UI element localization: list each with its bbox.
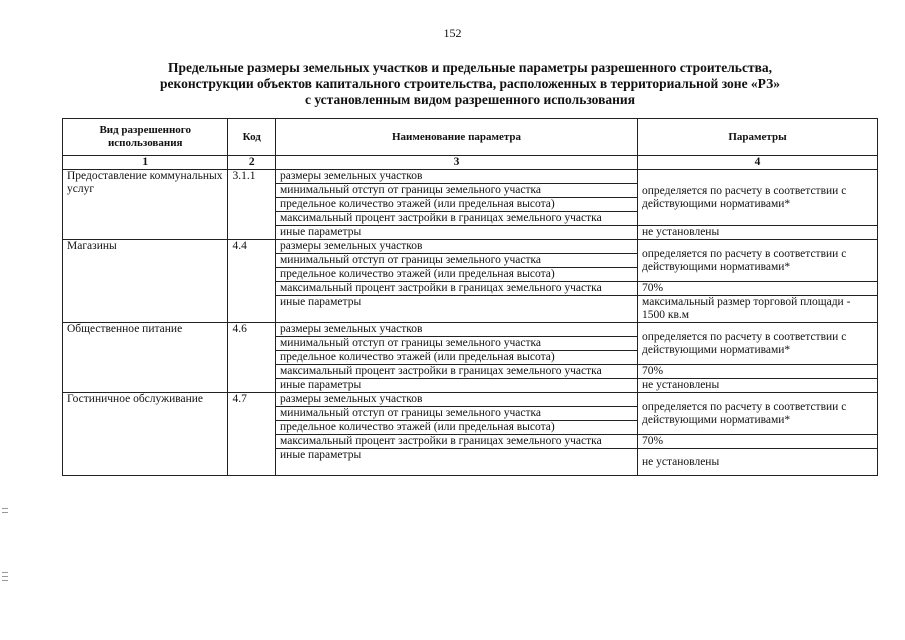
table-row bbox=[63, 240, 878, 254]
param-name-cell: максимальный процент застройки в границах земельного участка bbox=[276, 282, 638, 296]
param-name-cell: минимальный отступ от границы земельного участка bbox=[276, 337, 638, 351]
title-line-2: реконструкции объектов капитального строительства, расположенных в территориальной зоне «РЗ» bbox=[160, 76, 780, 91]
title-line-3: с установленным видом разрешенного использования bbox=[304, 92, 636, 107]
param-name-cell: размеры земельных участков bbox=[276, 240, 638, 254]
table-row bbox=[63, 393, 878, 407]
col-number: 2 bbox=[228, 156, 276, 170]
param-value-cell: определяется по расчету в соответствии с действующими нормативами* bbox=[638, 393, 878, 435]
param-value-cell: не установлены bbox=[638, 449, 878, 476]
param-name-cell: минимальный отступ от границы земельного участка bbox=[276, 407, 638, 421]
header-params: Параметры bbox=[638, 119, 878, 156]
param-value-cell: максимальный размер торговой площади - 1500 кв.м bbox=[638, 296, 878, 323]
use-type-cell: Предоставление коммунальных услуг bbox=[63, 170, 228, 240]
param-name-cell: иные параметры bbox=[276, 296, 638, 323]
param-name-cell: максимальный процент застройки в границах земельного участка bbox=[276, 435, 638, 449]
param-value-cell: не установлены bbox=[638, 379, 878, 393]
header-code: Код bbox=[228, 119, 276, 156]
param-name-cell: иные параметры bbox=[276, 226, 638, 240]
header-row bbox=[63, 119, 878, 156]
use-type-cell: Магазины bbox=[63, 240, 228, 323]
col-number: 3 bbox=[276, 156, 638, 170]
param-name-cell: размеры земельных участков bbox=[276, 323, 638, 337]
param-name-cell: минимальный отступ от границы земельного участка bbox=[276, 184, 638, 198]
param-value-cell: не установлены bbox=[638, 226, 878, 240]
param-name-cell: предельное количество этажей (или предельная высота) bbox=[276, 198, 638, 212]
param-name-cell: предельное количество этажей (или предельная высота) bbox=[276, 351, 638, 365]
param-name-cell: иные параметры bbox=[276, 379, 638, 393]
table-row bbox=[63, 323, 878, 337]
param-value-cell: 70% bbox=[638, 435, 878, 449]
header-use-type: Вид разрешенного использования bbox=[63, 119, 228, 156]
code-cell: 4.7 bbox=[228, 393, 276, 476]
scan-margin-marks bbox=[2, 500, 10, 590]
code-cell: 3.1.1 bbox=[228, 170, 276, 240]
param-value-cell: 70% bbox=[638, 365, 878, 379]
header-param-name: Наименование параметра bbox=[276, 119, 638, 156]
param-value-cell: определяется по расчету в соответствии с действующими нормативами* bbox=[638, 323, 878, 365]
col-number: 1 bbox=[63, 156, 228, 170]
param-value-cell: 70% bbox=[638, 282, 878, 296]
param-name-cell: максимальный процент застройки в границах земельного участка bbox=[276, 212, 638, 226]
col-number: 4 bbox=[638, 156, 878, 170]
param-name-cell: максимальный процент застройки в границах земельного участка bbox=[276, 365, 638, 379]
param-value-cell: определяется по расчету в соответствии с действующими нормативами* bbox=[638, 170, 878, 226]
param-name-cell: размеры земельных участков bbox=[276, 170, 638, 184]
parameters-table bbox=[62, 118, 878, 476]
use-type-cell: Гостиничное обслуживание bbox=[63, 393, 228, 476]
document-title bbox=[60, 60, 880, 108]
title-line-1: Предельные размеры земельных участков и предельные параметры разрешенного строительства, bbox=[168, 60, 772, 75]
param-name-cell: предельное количество этажей (или предельная высота) bbox=[276, 268, 638, 282]
use-type-cell: Общественное питание bbox=[63, 323, 228, 393]
code-cell: 4.6 bbox=[228, 323, 276, 393]
table-row bbox=[63, 170, 878, 184]
column-numbers-row bbox=[63, 156, 878, 170]
param-name-cell: минимальный отступ от границы земельного участка bbox=[276, 254, 638, 268]
param-name-cell: предельное количество этажей (или предельная высота) bbox=[276, 421, 638, 435]
param-value-cell: определяется по расчету в соответствии с действующими нормативами* bbox=[638, 240, 878, 282]
param-name-cell: размеры земельных участков bbox=[276, 393, 638, 407]
page-number: 152 bbox=[443, 26, 462, 40]
code-cell: 4.4 bbox=[228, 240, 276, 323]
param-name-cell: иные параметры bbox=[276, 449, 638, 476]
